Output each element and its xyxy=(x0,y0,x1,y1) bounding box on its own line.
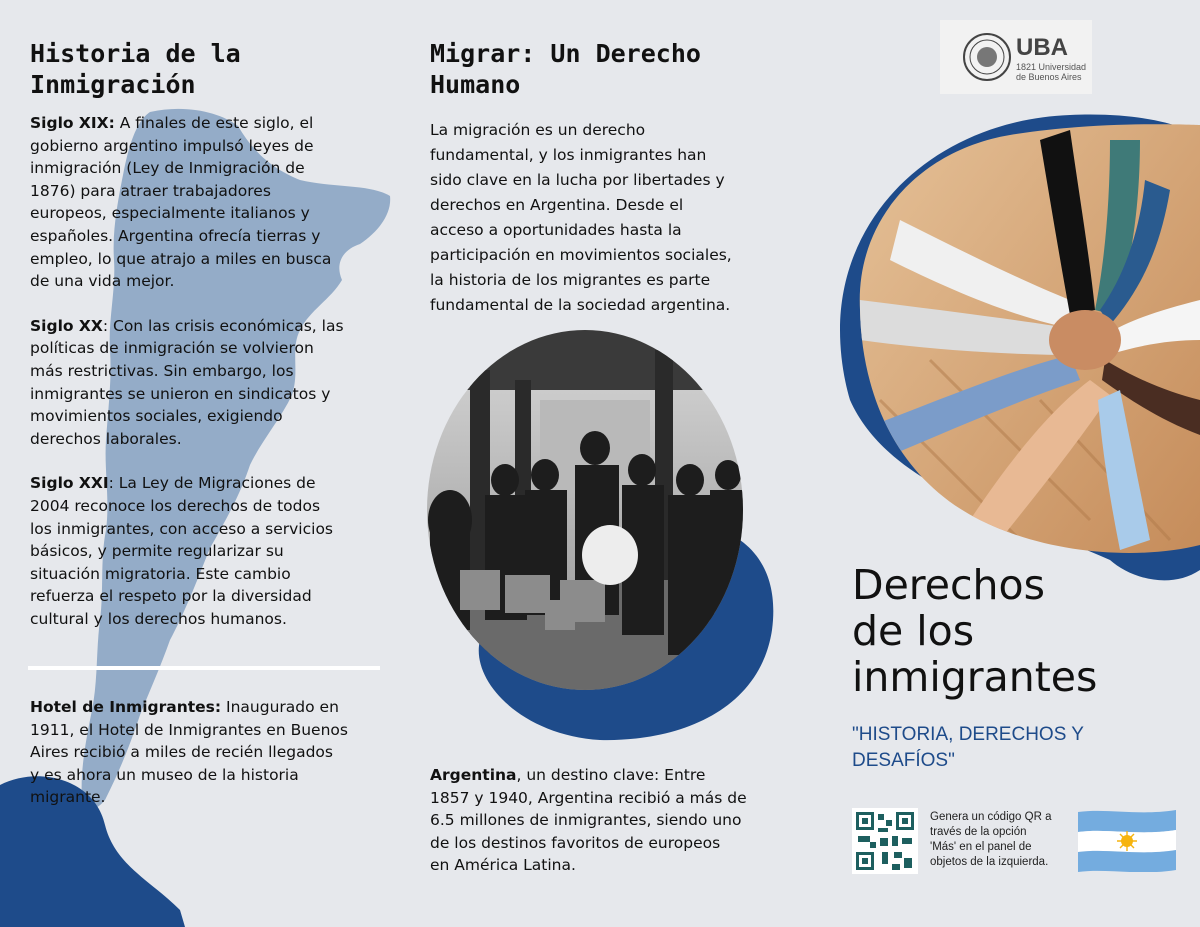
paragraph-siglo-xix: Siglo XIX: A finales de este siglo, el gobierno argentino impulsó leyes de inmigración (Ley de Inmigración de 1876) para atraer trabajadores europeos, especialmente italianos y españoles. Argentina ofrecía tierras y empleo, lo que atrajo a miles en busca de una vida mejor. xyxy=(30,114,332,291)
argentina-flag-icon xyxy=(1078,808,1176,872)
rights-section xyxy=(430,38,800,318)
logo-text: UBA xyxy=(1016,34,1068,61)
uba-logo xyxy=(940,20,1092,94)
uba-seal-icon xyxy=(962,32,1012,82)
subtitle: "HISTORIA, DERECHOS Y DESAFÍOS" xyxy=(852,724,1084,771)
argentina-section xyxy=(430,764,790,877)
hotel-section xyxy=(30,696,410,809)
qr-code-icon[interactable] xyxy=(852,808,918,874)
section-title-history: Historia de la Inmigración xyxy=(30,39,241,99)
cover-title xyxy=(852,562,1182,774)
section-title-rights: Migrar: Un Derecho Humano xyxy=(430,39,701,99)
logo-subtext: 1821 Universidad de Buenos Aires xyxy=(1016,62,1087,82)
paragraph-rights-intro: La migración es un derecho fundamental, y los inmigrantes han sido clave en la lucha por libertades y derechos en Argentina. Desde el acceso a oportunidades hasta la participación en movimientos sociales, la historia de los migrantes es parte fundamental de la sociedad argentina. xyxy=(430,121,732,314)
paragraph-argentina: Argentina, un destino clave: Entre 1857 y 1940, Argentina recibió a más de 6.5 millones de inmigrantes, siendo uno de los destinos favoritos de europeos en América Latina. xyxy=(430,766,747,875)
main-title: Derechos de los inmigrantes xyxy=(852,561,1098,701)
history-section xyxy=(30,38,410,630)
paragraph-siglo-xxi: Siglo XXI: La Ley de Migraciones de 2004 reconoce los derechos de todos los inmigrantes, con acceso a servicios básicos, y permite regularizar su situación migratoria. Este cambio refuerza el respeto por la diversidad cultural y los derechos humanos. xyxy=(30,474,333,628)
hands-photo-frame xyxy=(840,100,1200,590)
section-divider xyxy=(28,666,380,670)
historic-photo-frame xyxy=(410,330,790,750)
qr-instructions: Genera un código QR a través de la opción 'Más' en el panel de objetos de la izquierda. xyxy=(930,811,1052,868)
paragraph-siglo-xx: Siglo XX: Con las crisis económicas, las políticas de inmigración se volvieron más restrictivas. Sin embargo, los inmigrantes se unieron en sindicatos y movimientos sociales, exigiendo derechos laborales. xyxy=(30,316,344,448)
paragraph-hotel: Hotel de Inmigrantes: Inaugurado en 1911, el Hotel de Inmigrantes en Buenos Aires recibió a miles de recién llegados y es ahora un museo de la historia migrante. xyxy=(30,698,348,807)
